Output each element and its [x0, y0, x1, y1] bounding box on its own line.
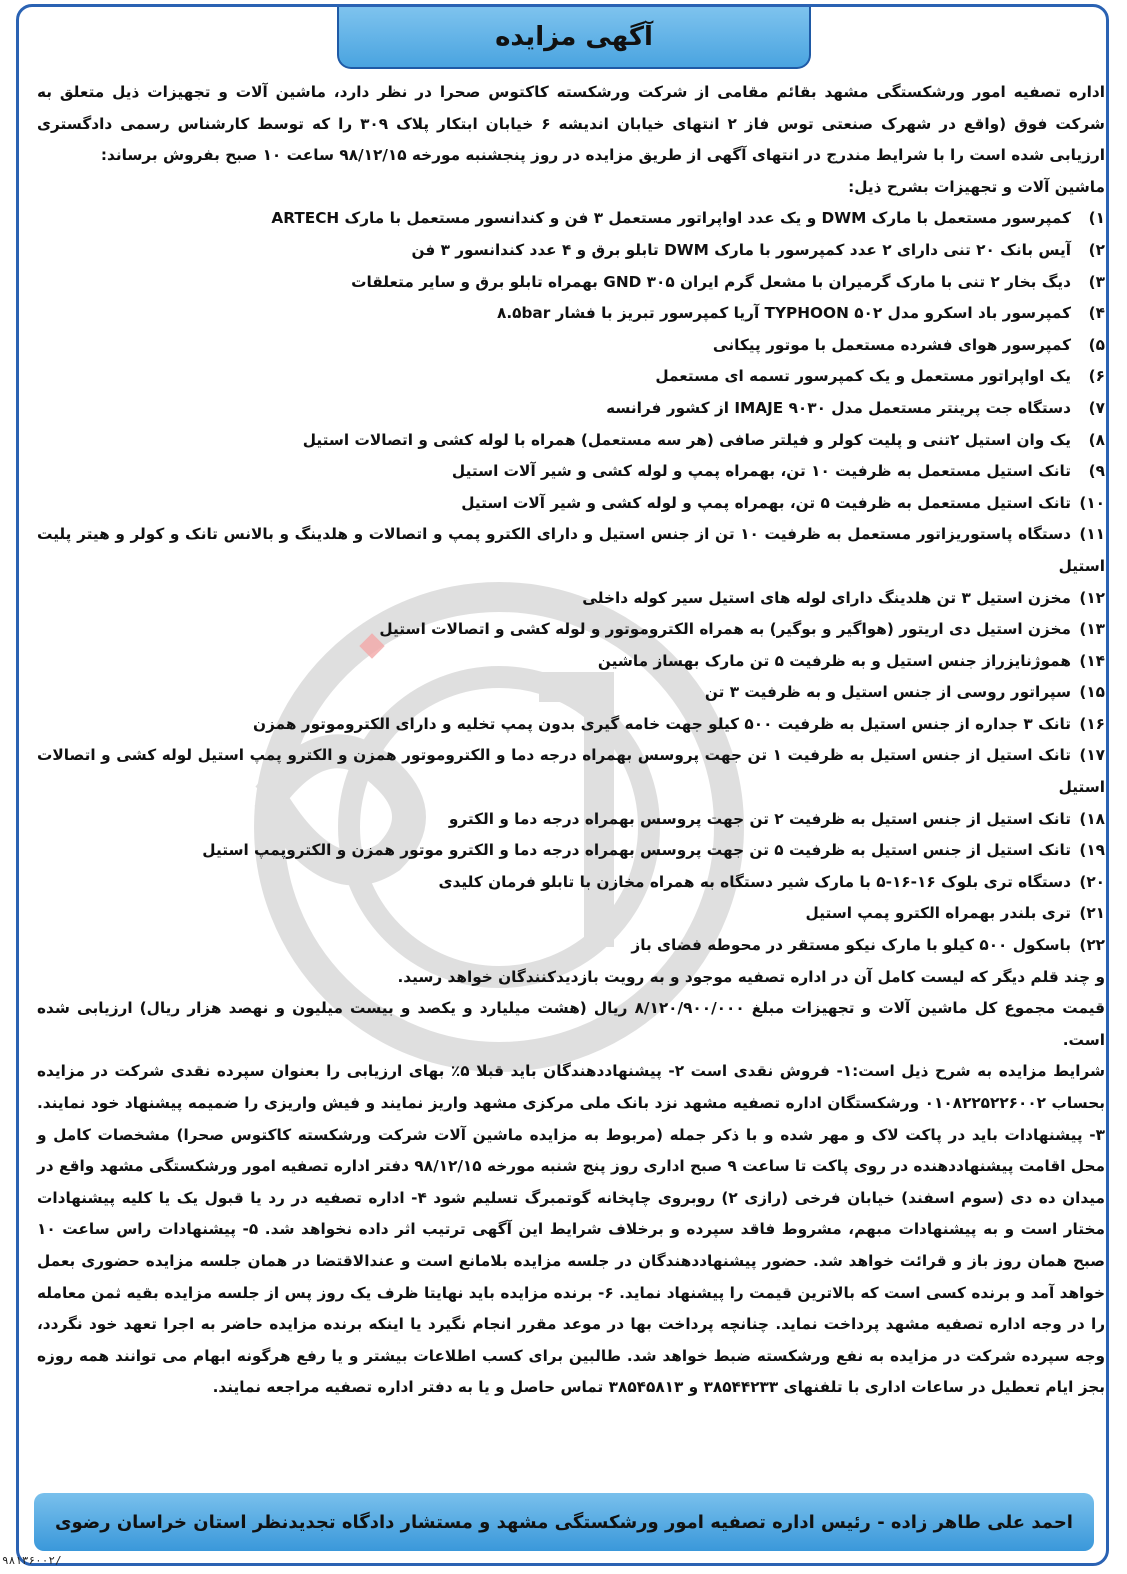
- item-number: ۱۲): [1079, 588, 1105, 607]
- item-number: ۱۹): [1079, 841, 1105, 860]
- item-number: ۱۶): [1079, 714, 1105, 733]
- item-number: ۱۰): [1079, 493, 1105, 512]
- item-text: دیگ بخار ۲ تنی با مارک گرمیران با مشعل گرم ایران ۳۰۵ GND بهمراه تابلو برق و سایر متعلقات: [351, 272, 1071, 291]
- item-text: تانک استیل از جنس استیل به ظرفیت ۲ تن جهت پروسس بهمراه درجه دما و الکترو: [448, 809, 1071, 828]
- item-text: تانک استیل از جنس استیل به ظرفیت ۱ تن جهت پروسس بهمراه درجه دما و الکتروموتور همزن و الکترو پمپ استیل لوله کشی و اتصالات استیل: [37, 746, 1105, 797]
- equipment-item: [37, 267, 1105, 299]
- equipment-item: [37, 898, 1105, 930]
- item-text: هموژنایزراز جنس استیل و به ظرفیت ۵ تن مارک بهساز ماشین: [597, 651, 1071, 670]
- item-text: یک وان استیل ۲تنی و پلیت کولر و فیلتر صافی (هر سه مستعمل) همراه با لوله کشی و اتصالات استیل: [302, 430, 1071, 449]
- item-number: ۱۷): [1079, 746, 1105, 765]
- item-number: ۵): [1088, 335, 1105, 354]
- item-number: ۴): [1088, 304, 1105, 323]
- equipment-item: [37, 583, 1105, 615]
- extra-items-note: و چند قلم دیگر که لیست کامل آن در اداره تصفیه موجود و به رویت بازدیدکنندگان خواهد رسید.: [397, 967, 1105, 986]
- item-number: ۱۵): [1079, 683, 1105, 702]
- equipment-item: [37, 677, 1105, 709]
- item-number: ۱۳): [1079, 620, 1105, 639]
- equipment-item: [37, 393, 1105, 425]
- item-number: ۶): [1088, 367, 1105, 386]
- equipment-item: [37, 488, 1105, 520]
- signature-footer: احمد علی طاهر زاده - رئیس اداره تصفیه امور ورشکستگی مشهد و مستشار دادگاه تجدیدنظر استان خراسان رضوی: [34, 1493, 1094, 1551]
- item-text: دستگاه پاستوریزاتور مستعمل به ظرفیت ۱۰ تن از جنس استیل و دارای الکترو پمپ و اتصالات و هلدینگ و بالانس تانک و کولر و هیتر پلیت استیل: [37, 525, 1105, 575]
- equipment-item: [37, 203, 1105, 235]
- item-text: باسکول ۵۰۰ کیلو با مارک نیکو مستقر در محوطه فضای باز: [631, 936, 1071, 955]
- item-number: ۳): [1088, 272, 1105, 291]
- equipment-item: [37, 456, 1105, 488]
- item-text: مخزن استیل دی اریتور (هواگیر و بوگیر) به همراه الکتروموتور و لوله کشی و اتصالات استیل: [379, 620, 1071, 639]
- item-number: ۷): [1088, 398, 1105, 417]
- item-text: تانک استیل مستعمل به ظرفیت ۱۰ تن، بهمراه پمپ و لوله کشی و شیر آلات استیل: [451, 462, 1071, 481]
- item-text: یک اواپراتور مستعمل و یک کمپرسور تسمه ای مستعمل: [655, 367, 1071, 386]
- item-text: دستگاه تری بلوک ۱۶-۱۶-۵ با مارک شیر دستگاه به همراه مخازن با تابلو فرمان کلیدی: [438, 872, 1071, 891]
- notice-body: [37, 77, 1105, 1404]
- equipment-item: [37, 709, 1105, 741]
- equipment-item: [37, 235, 1105, 267]
- item-text: آیس بانک ۲۰ تنی دارای ۲ عدد کمپرسور با مارک DWM تابلو برق و ۴ عدد کندانسور ۳ فن: [411, 240, 1071, 259]
- total-price: قیمت مجموع کل ماشین آلات و تجهیزات مبلغ ۸/۱۲۰/۹۰۰/۰۰۰ ریال (هشت میلیارد و یکصد و بیست میلیون و نهصد هزار ریال) ارزیابی شده است.: [37, 999, 1105, 1049]
- notice-frame: [16, 4, 1109, 1566]
- equipment-item: [37, 361, 1105, 393]
- item-number: ۱۴): [1079, 651, 1105, 670]
- equipment-item: [37, 740, 1105, 803]
- item-text: کمپرسور مستعمل با مارک DWM و یک عدد اواپراتور مستعمل ۳ فن و کندانسور مستعمل با مارک ARTECH: [271, 209, 1071, 228]
- item-number: ۱۱): [1079, 525, 1105, 544]
- equipment-item: [37, 646, 1105, 678]
- item-text: تانک استیل مستعمل به ظرفیت ۵ تن، بهمراه پمپ و لوله کشی و شیر آلات استیل: [461, 493, 1071, 512]
- equipment-item: [37, 298, 1105, 330]
- notice-code: ۹۸۱۳۶۰۰۲/: [2, 1554, 62, 1567]
- equipment-item: [37, 867, 1105, 899]
- equipment-list: [37, 203, 1105, 961]
- equipment-item: [37, 930, 1105, 962]
- item-number: ۲): [1088, 240, 1105, 259]
- equipment-item: [37, 519, 1105, 582]
- equipment-item: [37, 804, 1105, 836]
- equipment-item: [37, 614, 1105, 646]
- intro-paragraph: اداره تصفیه امور ورشکستگی مشهد بقائم مقامی از شرکت ورشکسته کاکتوس صحرا در نظر دارد، ماشین آلات و تجهیزات ذیل متعلق به شرکت فوق (واقع در شهرک صنعتی توس فاز ۲ انتهای خیابان اندیشه ۶ خیابان ابتکار پلاک ۳۰۹ را که توسط کارشناس رسمی دادگستری ارزیابی شده است را با شرایط مندرج در انتهای آگهی از طریق مزایده در روز پنجشنبه مورخه ۹۸/۱۲/۱۵ ساعت ۱۰ صبح بفروش برساند:: [37, 83, 1105, 165]
- item-number: ۹): [1088, 462, 1105, 481]
- item-text: تانک استیل از جنس استیل به ظرفیت ۵ تن جهت پروسس بهمراه درجه دما و الکترو موتور همزن و الکتروپمپ استیل: [202, 841, 1071, 860]
- item-text: مخزن استیل ۳ تن هلدینگ دارای لوله های استیل سیر کوله داخلی: [582, 588, 1071, 607]
- equipment-item: [37, 330, 1105, 362]
- notice-title: آگهی مزایده: [337, 7, 811, 69]
- item-number: ۲۰): [1079, 872, 1105, 891]
- item-text: تری بلندر بهمراه الکترو پمپ استیل: [805, 904, 1071, 923]
- item-text: تانک ۳ جداره از جنس استیل به ظرفیت ۵۰۰ کیلو جهت خامه گیری بدون پمپ تخلیه و دارای الکتروموتور همزن: [253, 714, 1071, 733]
- item-number: ۲۱): [1079, 904, 1105, 923]
- equipment-item: [37, 425, 1105, 457]
- list-heading: ماشین آلات و تجهیزات بشرح ذیل:: [848, 177, 1105, 196]
- item-number: ۱۸): [1079, 809, 1105, 828]
- item-text: سپراتور روسی از جنس استیل و به ظرفیت ۳ تن: [704, 683, 1071, 702]
- item-text: کمپرسور باد اسکرو مدل ۵۰۲ TYPHOON آریا کمپرسور تبریز با فشار ۸.۵bar: [496, 304, 1071, 323]
- item-number: ۲۲): [1079, 936, 1105, 955]
- item-number: ۸): [1088, 430, 1105, 449]
- item-text: کمپرسور هوای فشرده مستعمل با موتور پیکانی: [712, 335, 1071, 354]
- equipment-item: [37, 835, 1105, 867]
- auction-conditions: شرایط مزایده به شرح ذیل است:۱- فروش نقدی است ۲- پیشنهاددهندگان باید قبلا ۵٪ بهای ارزیابی را بعنوان سپرده نقدی شرکت در مزایده بحساب ۰۱۰۸۲۲۵۲۲۶۰۰۲ ورشکستگان اداره تصفیه مشهد نزد بانک ملی مرکزی مشهد واریز نمایند و فیش واریزی را ضمیمه پیشنهاد خود نمایند. ۳- پیشنهادات باید در پاکت لاک و مهر شده و با ذکر جمله (مربوط به مزایده ماشین آلات شرکت ورشکسته کاکتوس صحرا) مشخصات کامل و محل اقامت پیشنهاددهنده در روی پاکت تا ساعت ۹ صبح اداری روز پنج شنبه مورخه ۹۸/۱۲/۱۵ دفتر اداره تصفیه امور ورشکستگی مشهد واقع در میدان ده دی (سوم اسفند) خیابان فرخی (رازی ۲) روبروی چاپخانه گوتمبرگ تسلیم شود ۴- اداره تصفیه در رد یا قبول یک یا کلیه پیشنهادات مختار است و به پیشنهادات مبهم، مشروط فاقد سپرده و برخلاف شرایط این آگهی ترتیب اثر داده نخواهد شد. ۵- پیشنهادات راس ساعت ۱۰ صبح همان روز باز و قرائت خواهد شد. حضور پیشنهاددهندگان در جلسه مزایده بلامانع است و عندالاقتضا در همان جلسه مزایده حضوری بعمل خواهد آمد و برنده کسی است که بالاترین قیمت را پیشنهاد نماید. ۶- برنده مزایده باید نهایتا ظرف یک روز پس از جلسه مزایده بقیه ثمن معامله را در وجه اداره تصفیه مشهد پرداخت نماید. چنانچه پرداخت بها در موعد مقرر انجام نگیرد یا اینکه برنده مزایده حاضر به اجرا تعهد خود نگردد، وجه سپرده شرکت در مزایده به نفع ورشکسته ضبط خواهد شد. طالبین برای کسب اطلاعات بیشتر و یا رفع هرگونه ابهام می توانند همه روزه بجز ایام تعطیل در ساعات اداری با تلفنهای ۳۸۵۴۴۲۳۳ و ۳۸۵۴۵۸۱۳ تماس حاصل و یا به دفتر اداره تصفیه مراجعه نمایند.: [37, 1062, 1106, 1397]
- item-text: دستگاه جت پرینتر مستعمل مدل ۹۰۳۰ IMAJE از کشور فرانسه: [606, 398, 1071, 417]
- item-number: ۱): [1088, 209, 1105, 228]
